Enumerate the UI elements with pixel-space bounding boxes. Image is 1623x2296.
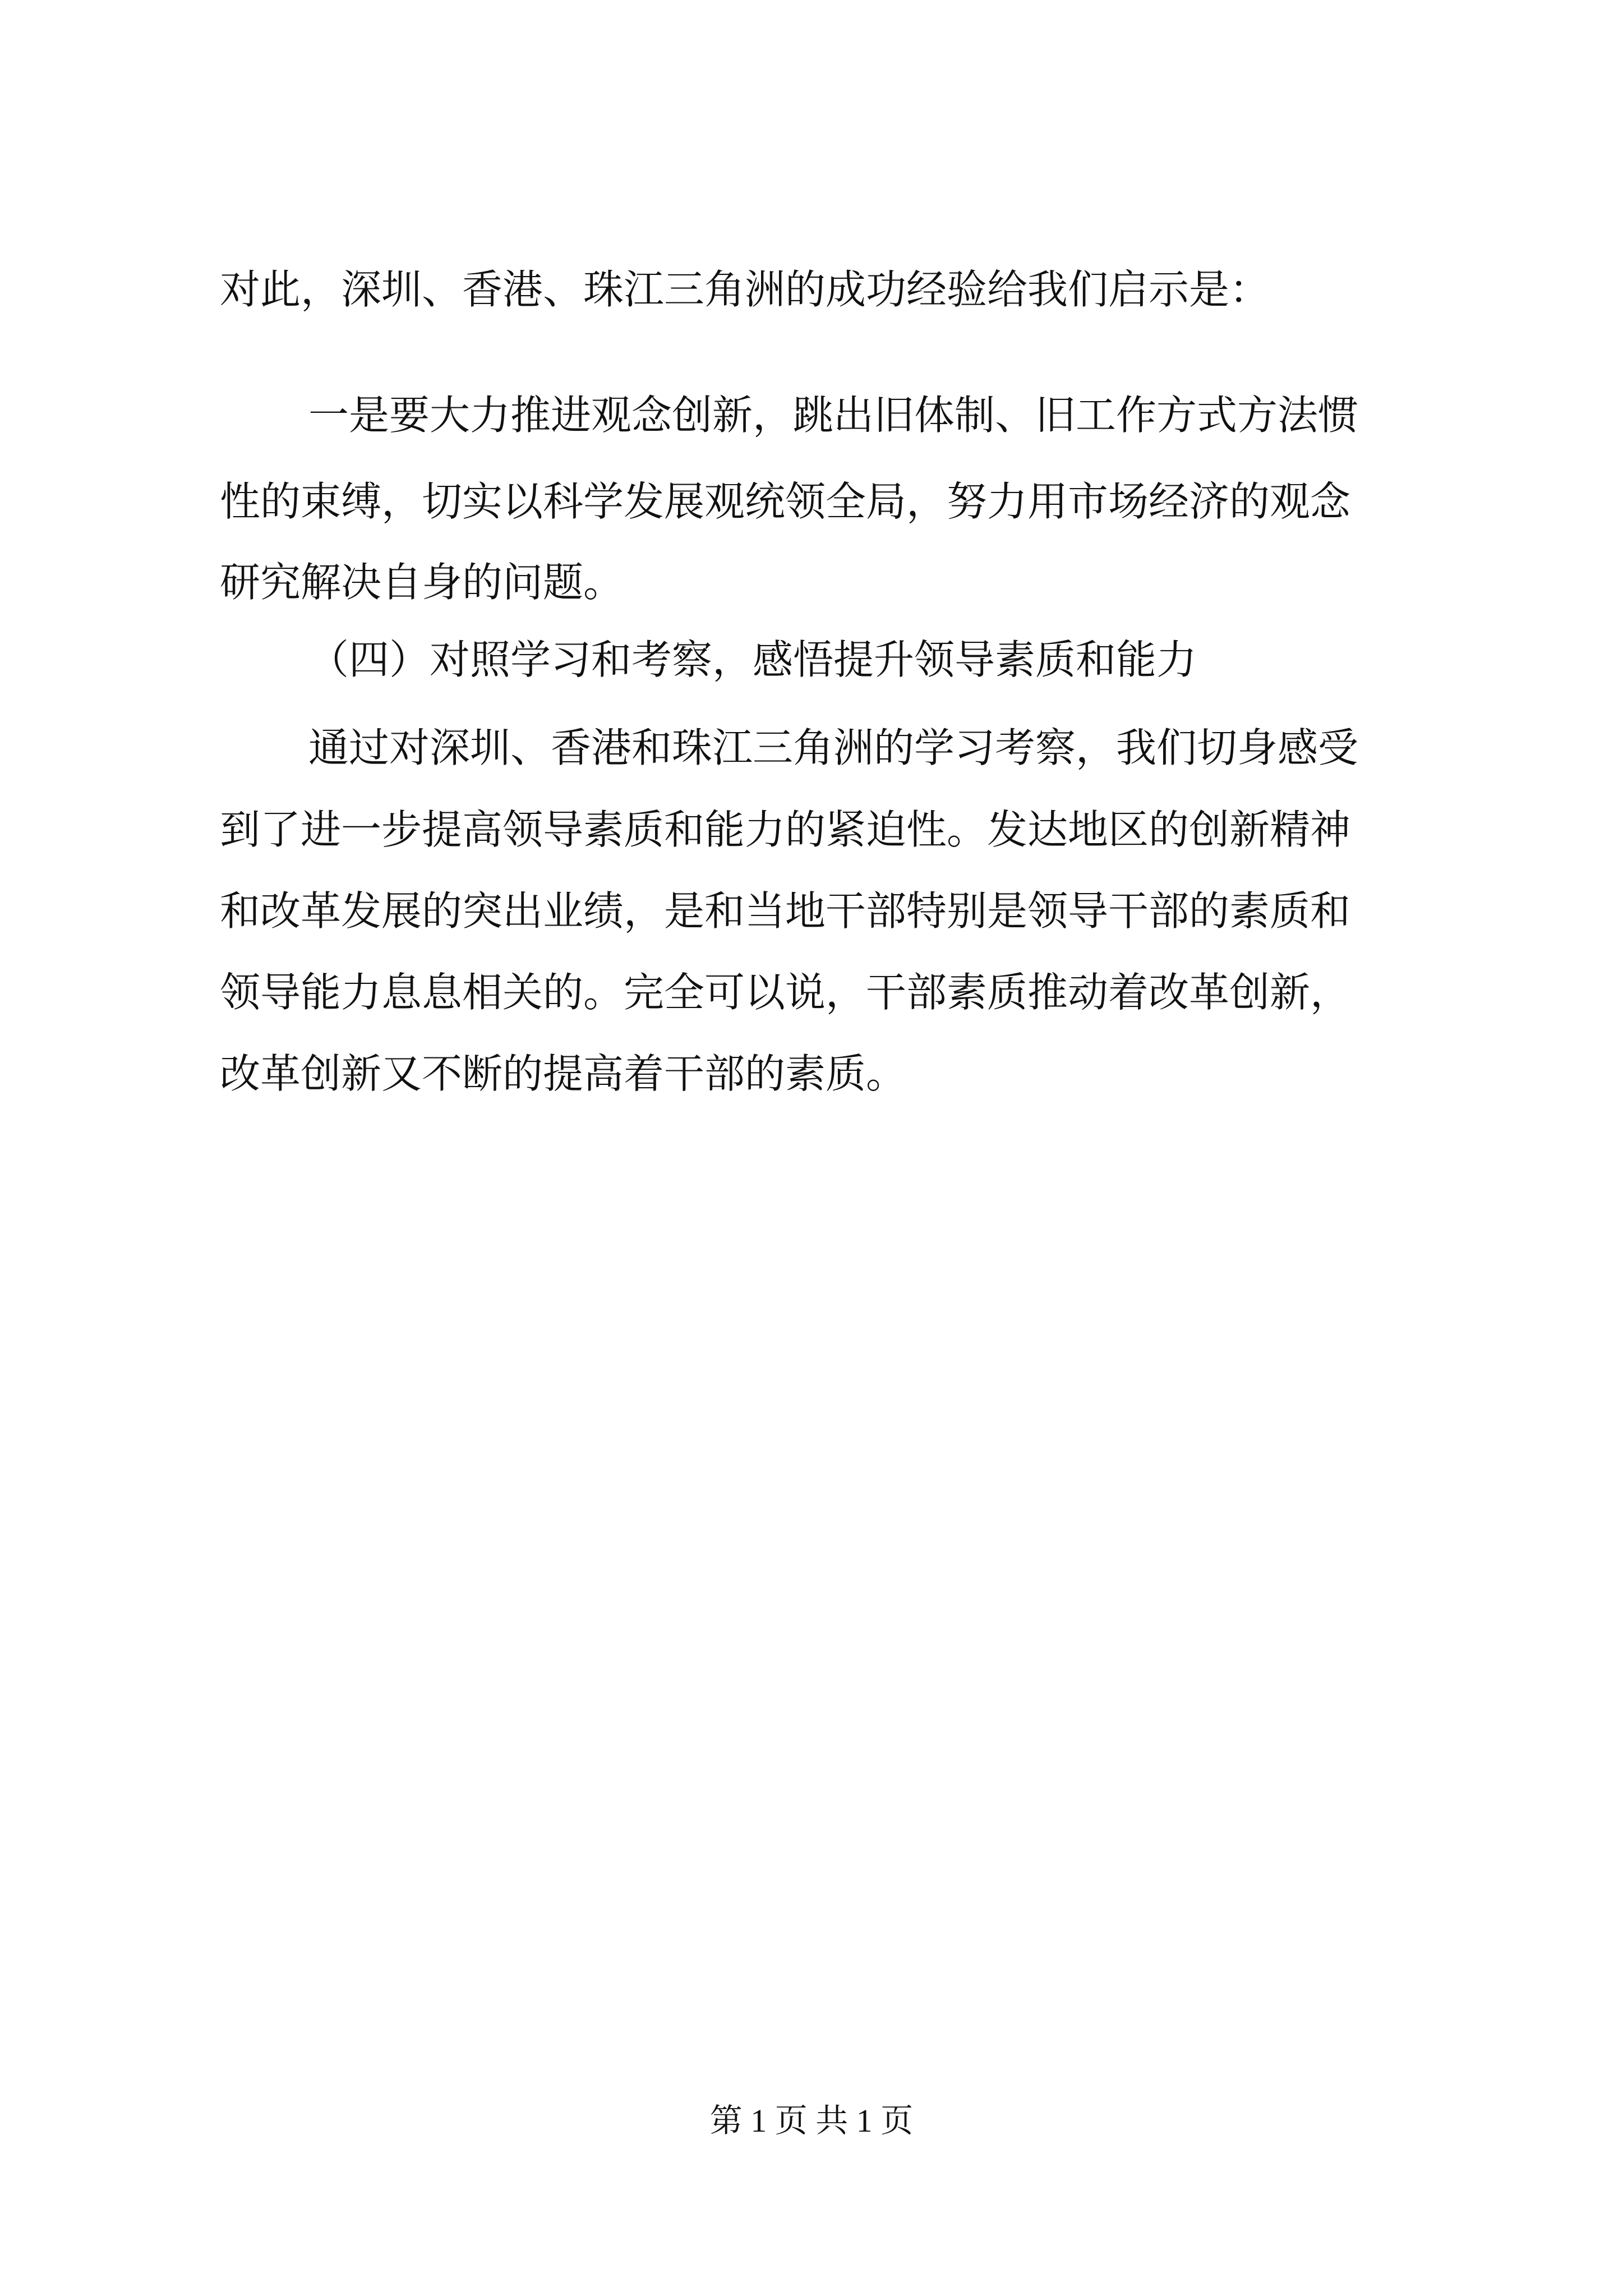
section-heading: （四）对照学习和考察，感悟提升领导素质和能力: [308, 636, 1197, 683]
paragraph-line: 研究解决自身的问题。: [220, 559, 624, 606]
page-number-footer: 第 1 页 共 1 页: [709, 2102, 914, 2139]
paragraph-line: 和改革发展的突出业绩，是和当地干部特别是领导干部的素质和: [220, 887, 1351, 935]
paragraph-line: 到了进一步提高领导素质和能力的紧迫性。发达地区的创新精神: [220, 806, 1351, 853]
paragraph-line: 改革创新又不断的提高着干部的素质。: [220, 1050, 907, 1097]
paragraph-line: 性的束缚，切实以科学发展观统领全局，努力用市场经济的观念: [220, 478, 1351, 525]
paragraph-line: 对此，深圳、香港、珠江三角洲的成功经验给我们启示是：: [220, 266, 1270, 313]
paragraph-line: 通过对深圳、香港和珠江三角洲的学习考察，我们切身感受: [308, 724, 1359, 771]
paragraph-line: 领导能力息息相关的。完全可以说，干部素质推动着改革创新，: [220, 969, 1351, 1016]
paragraph-line: 一是要大力推进观念创新，跳出旧体制、旧工作方式方法惯: [308, 392, 1359, 439]
